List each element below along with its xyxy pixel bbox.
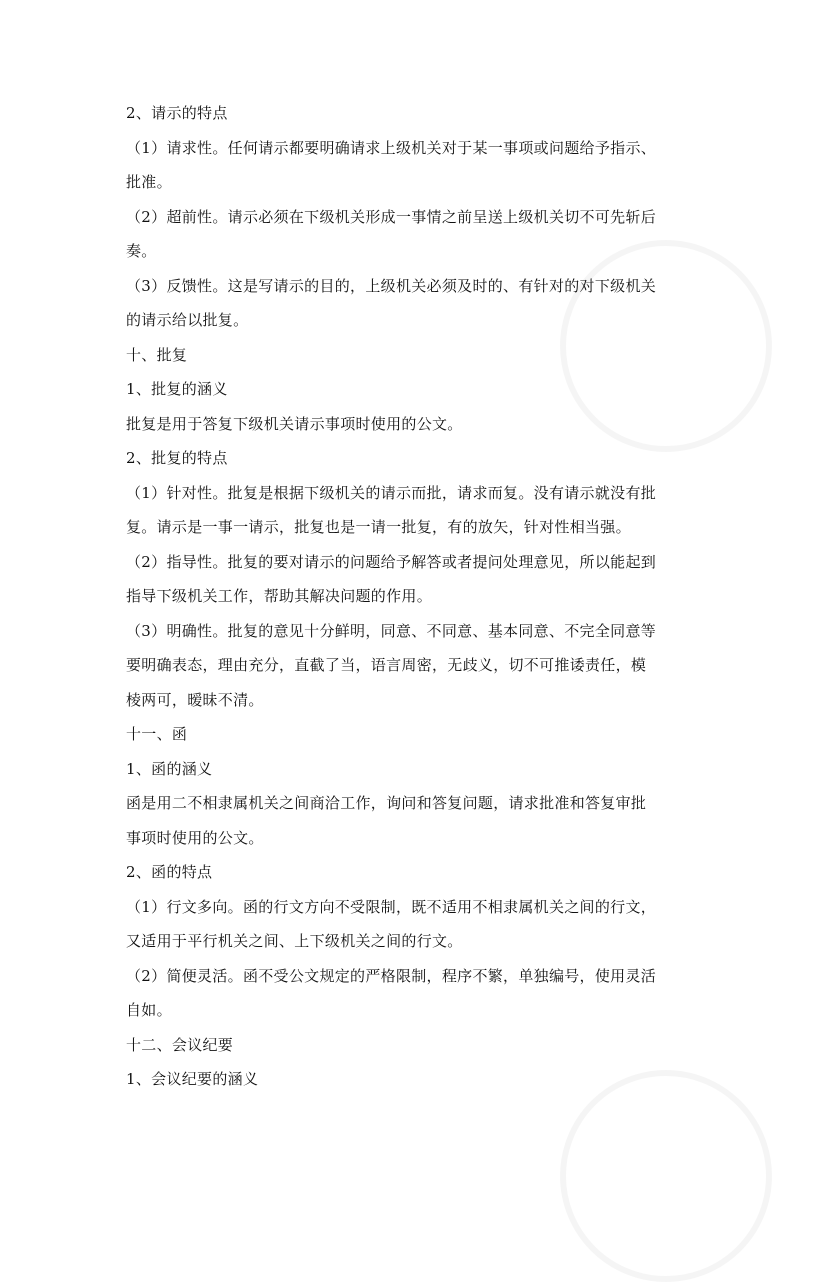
paragraph-line: （3）明确性。批复的意见十分鲜明，同意、不同意、基本同意、不完全同意等 — [126, 621, 657, 640]
paragraph-line: （1）请求性。任何请示都要明确请求上级机关对于某一事项或问题给予指示、 — [126, 138, 657, 157]
paragraph-line: （2）指导性。批复的要对请示的问题给予解答或者提问处理意见，所以能起到 — [126, 552, 657, 571]
section-heading-letter: 十一、函 — [126, 725, 188, 743]
subheading-letter-features: 2、函的特点 — [126, 863, 213, 881]
subheading-letter-meaning: 1、函的涵义 — [126, 759, 213, 778]
paragraph-line: 又适用于平行机关之间、上下级机关之间的行文。 — [126, 932, 463, 950]
subheading-reply-meaning: 1、批复的涵义 — [126, 380, 228, 398]
paragraph-line: （3）反馈性。这是写请示的目的，上级机关必须及时的、有针对的对下级机关 — [126, 276, 657, 295]
paragraph-line: （2）简便灵活。函不受公文规定的严格限制，程序不繁，单独编号，使用灵活 — [126, 966, 657, 985]
paragraph-line: （2）超前性。请示必须在下级机关形成一事情之前呈送上级机关切不可先斩后 — [126, 207, 657, 226]
paragraph-line: 批复是用于答复下级机关请示事项时使用的公文。 — [126, 414, 463, 433]
document-body — [126, 102, 708, 1103]
subheading-reply-features: 2、批复的特点 — [126, 449, 228, 467]
subheading-minutes-meaning: 1、会议纪要的涵义 — [126, 1070, 259, 1088]
paragraph-line: 批准。 — [126, 173, 172, 191]
paragraph-line: （1）针对性。批复是根据下级机关的请示而批，请求而复。没有请示就没有批 — [126, 483, 657, 502]
paragraph-line: （1）行文多向。函的行文方向不受限制，既不适用不相隶属机关之间的行文， — [126, 897, 657, 916]
paragraph-line: 自如。 — [126, 1001, 172, 1019]
paragraph-line: 函是用二不相隶属机关之间商洽工作，询问和答复问题，请求批准和答复审批 — [126, 794, 647, 812]
heading-request-features: 2、请示的特点 — [126, 104, 228, 122]
paragraph-line: 复。请示是一事一请示，批复也是一请一批复，有的放矢，针对性相当强。 — [126, 518, 631, 536]
paragraph-line: 事项时使用的公文。 — [126, 828, 264, 847]
section-heading-reply: 十、批复 — [126, 345, 188, 364]
paragraph-line: 指导下级机关工作，帮助其解决问题的作用。 — [126, 587, 433, 605]
paragraph-line: 的请示给以批复。 — [126, 311, 249, 329]
paragraph-line: 要明确表态，理由充分，直截了当，语言周密，无歧义，切不可推诿责任，模 — [126, 656, 647, 674]
paragraph-line: 奏。 — [126, 242, 157, 260]
section-heading-minutes: 十二、会议纪要 — [126, 1035, 234, 1054]
paragraph-line: 棱两可，暧昧不清。 — [126, 690, 264, 709]
